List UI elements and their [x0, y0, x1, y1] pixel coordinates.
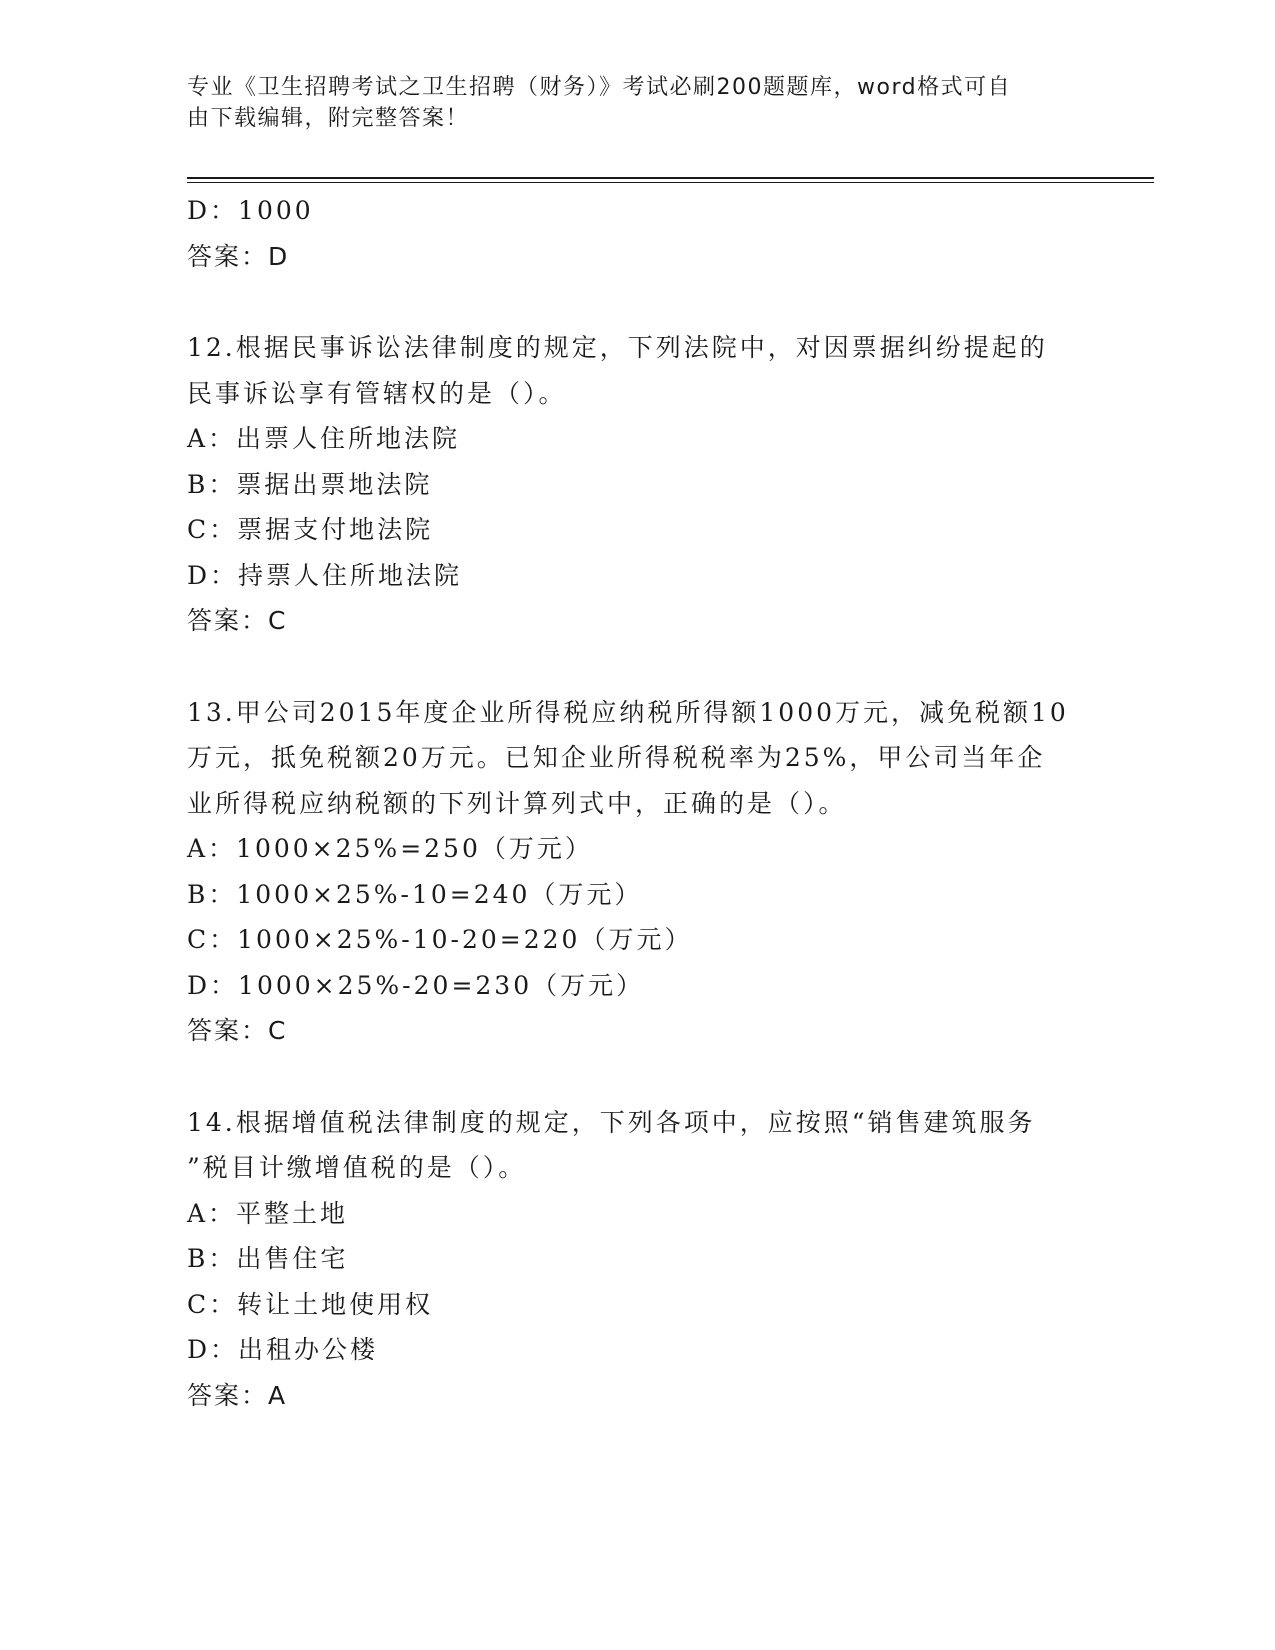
question-text-line-1: 12.根据民事诉讼法律制度的规定，下列法院中，对因票据纠纷提起的 — [187, 333, 1048, 362]
question-text-line-2: 民事诉讼享有管辖权的是（）。 — [187, 378, 567, 408]
option-d: D：1000 — [187, 196, 314, 225]
question-14 — [187, 1100, 1087, 1419]
spacer — [187, 1054, 1087, 1100]
spacer — [187, 279, 1087, 325]
option-c: C：1000×25%-10-20=220（万元） — [187, 925, 693, 954]
option-b: B：票据出票地法院 — [187, 469, 433, 499]
question-13 — [187, 690, 1087, 1054]
option-c: C：转让土地使用权 — [187, 1289, 434, 1319]
page-header — [187, 72, 1067, 134]
header-line-2: 由下载编辑，附完整答案！ — [187, 106, 470, 131]
header-line-1: 专业《卫生招聘考试之卫生招聘（财务）》考试必刷200题题库，word格式可自 — [187, 75, 1012, 100]
option-b: B：1000×25%-10=240（万元） — [187, 879, 643, 909]
answer-line: 答案：C — [187, 1016, 288, 1045]
question-text-line-2: ”税目计缴增值税的是（）。 — [187, 1153, 527, 1182]
question-text-line-2: 万元，抵免税额20万元。已知企业所得税税率为25%，甲公司当年企 — [187, 743, 1046, 772]
header-divider-thick — [187, 177, 1154, 179]
question-text-line-1: 13.甲公司2015年度企业所得税应纳税所得额1000万元，减免税额10 — [187, 697, 1069, 727]
answer-line: 答案：D — [187, 241, 290, 271]
header-divider-thin — [187, 182, 1154, 183]
question-list — [187, 188, 1087, 1418]
option-d: D：持票人住所地法院 — [187, 560, 463, 590]
option-d: D：1000×25%-20=230（万元） — [187, 970, 645, 1000]
option-a: A：平整土地 — [187, 1198, 349, 1228]
option-a: A：出票人住所地法院 — [187, 424, 461, 453]
option-a: A：1000×25%=250（万元） — [187, 834, 593, 863]
question-text-line-1: 14.根据增值税法律制度的规定，下列各项中，应按照“销售建筑服务 — [187, 1107, 1036, 1137]
option-c: C：票据支付地法院 — [187, 515, 434, 544]
question-12 — [187, 325, 1087, 644]
answer-line: 答案：A — [187, 1380, 288, 1410]
option-b: B：出售住宅 — [187, 1244, 349, 1273]
option-d: D：出租办公楼 — [187, 1335, 379, 1364]
question-text-line-3: 业所得税应纳税额的下列计算列式中，正确的是（）。 — [187, 788, 847, 818]
previous-question-tail — [187, 188, 1087, 279]
answer-line: 答案：C — [187, 606, 288, 635]
spacer — [187, 644, 1087, 690]
